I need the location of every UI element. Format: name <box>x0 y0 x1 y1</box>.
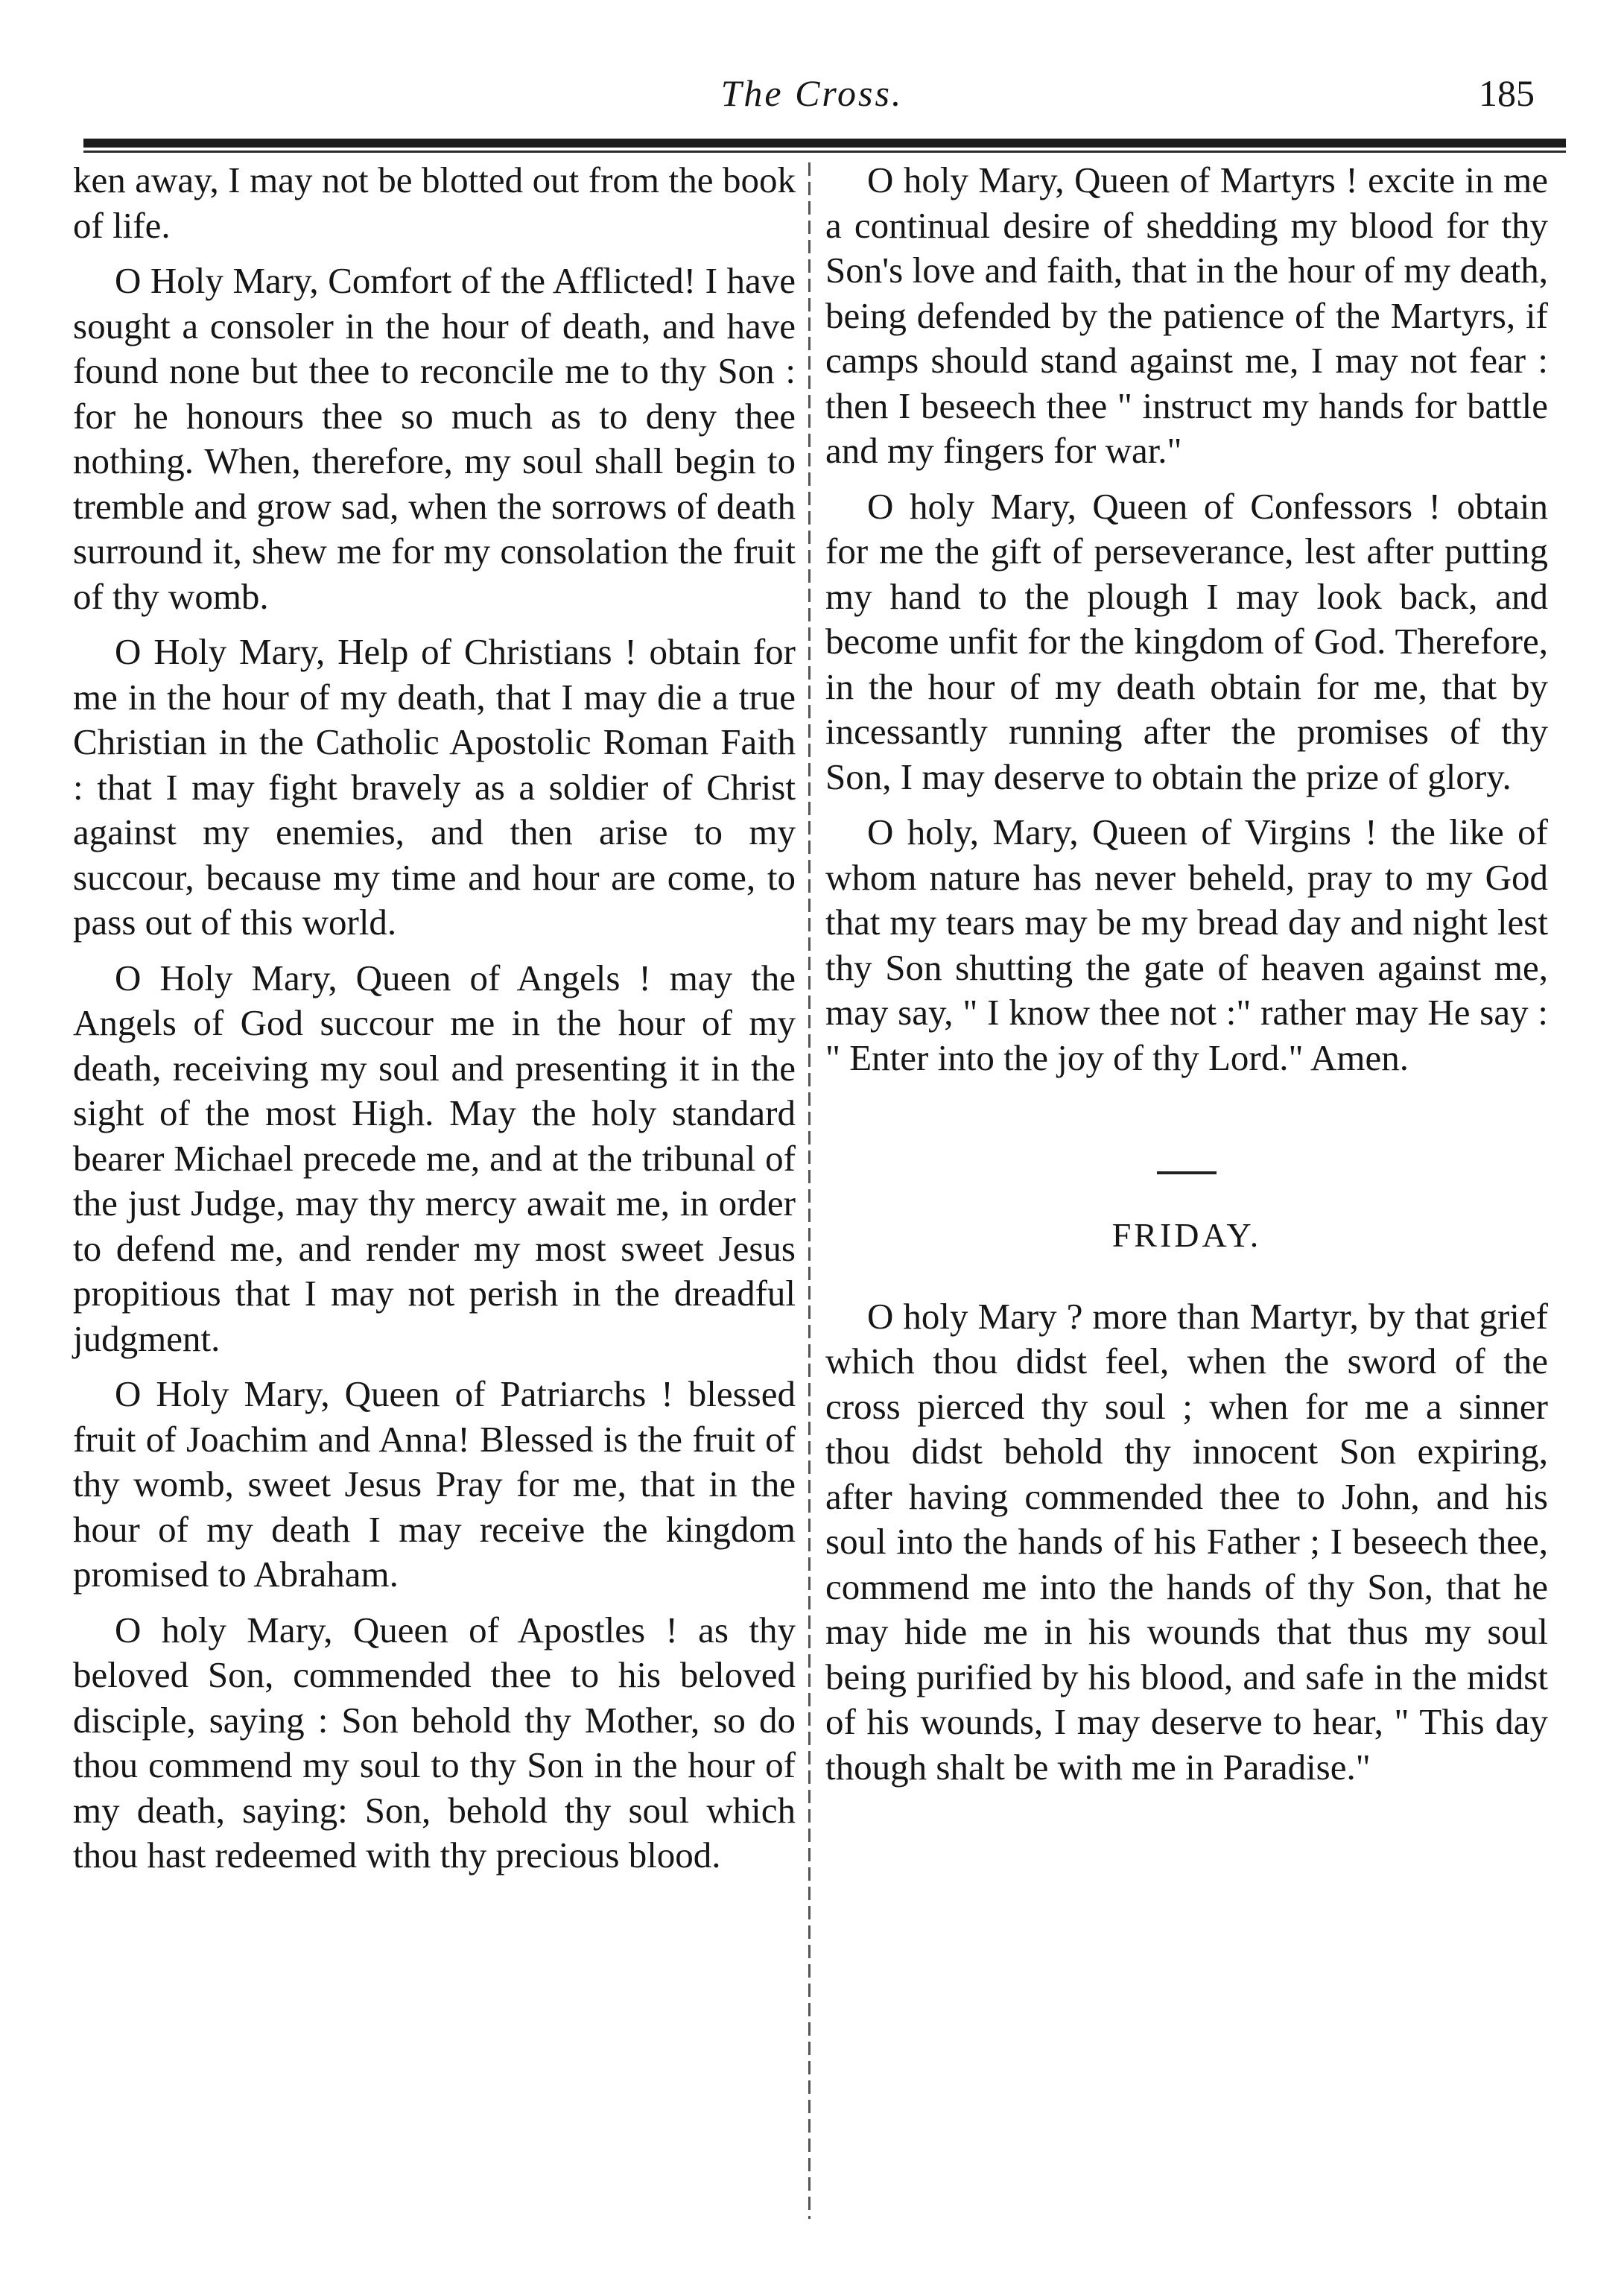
page-number: 185 <box>1479 72 1535 114</box>
section-dash <box>1157 1171 1217 1174</box>
right-column <box>825 158 1548 1800</box>
paragraph-queen-of-martyrs: O holy Mary, Queen of Martyrs ! excite in me a continual desire of shedding my blood for thy Son's love and faith, that in the hour of my death, being defended by the patience of the Martyrs, if camps should stand against me, I may not fear : then I beseech thee " instruct my hands for battle and my fingers for war." <box>825 159 1548 471</box>
running-title: The Cross. <box>720 72 904 114</box>
paragraph-friday-prayer: O holy Mary ? more than Martyr, by that grief which thou didst feel, when the sword of the cross pierced thy soul ; when for me a sinner thou didst behold thy innocent Son expiring, after having commended thee to John, and his soul into the hands of his Father ; I beseech thee, commend me into the hands of thy Son, that he may hide me in his wounds that thus my soul being purified by his blood, and safe in the midst of his wounds, I may deserve to hear, " This day though shalt be with me in Paradise." <box>825 1295 1548 1788</box>
header-rule <box>83 139 1566 148</box>
paragraph-queen-of-confessors: O holy Mary, Queen of Confessors ! obtain for me the gift of perseverance, lest after putting my hand to the plough I may look back, and become unfit for the kingdom of God. Therefore, in the hour of my death obtain for me, that by incessantly running after the promises of thy Son, I may deserve to obtain the prize of glory. <box>825 485 1548 797</box>
paragraph-help-of-christians: O Holy Mary, Help of Christians ! obtain for me in the hour of my death, that I may die a true Christian in the Catholic Apostolic Roman Faith : that I may fight bravely as a soldier of Christ against my enemies, and then arise to my succour, because my time and hour are come, to pass out of this world. <box>73 631 796 943</box>
paragraph-queen-of-patriarchs: O Holy Mary, Queen of Patriarchs ! blessed fruit of Joachim and Anna! Blessed is the fruit of thy womb, sweet Jesus Pray for me, that in the hour of my death I may receive the kingdom promised to Abraham. <box>73 1373 796 1595</box>
left-column <box>73 158 796 1889</box>
paragraph-continuation: ken away, I may not be blotted out from the book of life. <box>73 159 796 246</box>
section-heading-friday: FRIDAY. <box>1111 1216 1262 1254</box>
paragraph-queen-of-angels: O Holy Mary, Queen of Angels ! may the Angels of God succour me in the hour of my death, receiving my soul and presenting it in the sight of the most High. May the holy standard bearer Michael precede me, and at the tribunal of the just Judge, may thy mercy await me, in order to defend me, and render my most sweet Jesus propitious that I may not perish in the dreadful judgment. <box>73 957 796 1359</box>
header-rule-thin <box>83 151 1566 153</box>
paragraph-comfort-of-afflicted: O Holy Mary, Comfort of the Afflicted! I have sought a consoler in the hour of death, and have found none but thee to reconcile me to thy Son : for he honours thee so much as to deny thee nothing. When, therefore, my soul shall begin to tremble and grow sad, when the sorrows of death surround it, shew me for my consolation the fruit of thy womb. <box>73 260 796 617</box>
column-divider <box>808 162 811 2219</box>
page-header <box>82 72 1542 136</box>
paragraph-queen-of-virgins: O holy, Mary, Queen of Virgins ! the like of whom nature has never beheld, pray to my God that my tears may be my bread day and night lest thy Son shutting the gate of heaven against me, may say, " I know thee not :" rather may He say : " Enter into the joy of thy Lord." Amen. <box>825 811 1548 1078</box>
paragraph-queen-of-apostles: O holy Mary, Queen of Apostles ! as thy beloved Son, commended thee to his beloved disciple, saying : Son behold thy Mother, so do thou commend my soul to thy Son in the hour of my death, saying: Son, behold thy soul which thou hast redeemed with thy precious blood. <box>73 1609 796 1875</box>
